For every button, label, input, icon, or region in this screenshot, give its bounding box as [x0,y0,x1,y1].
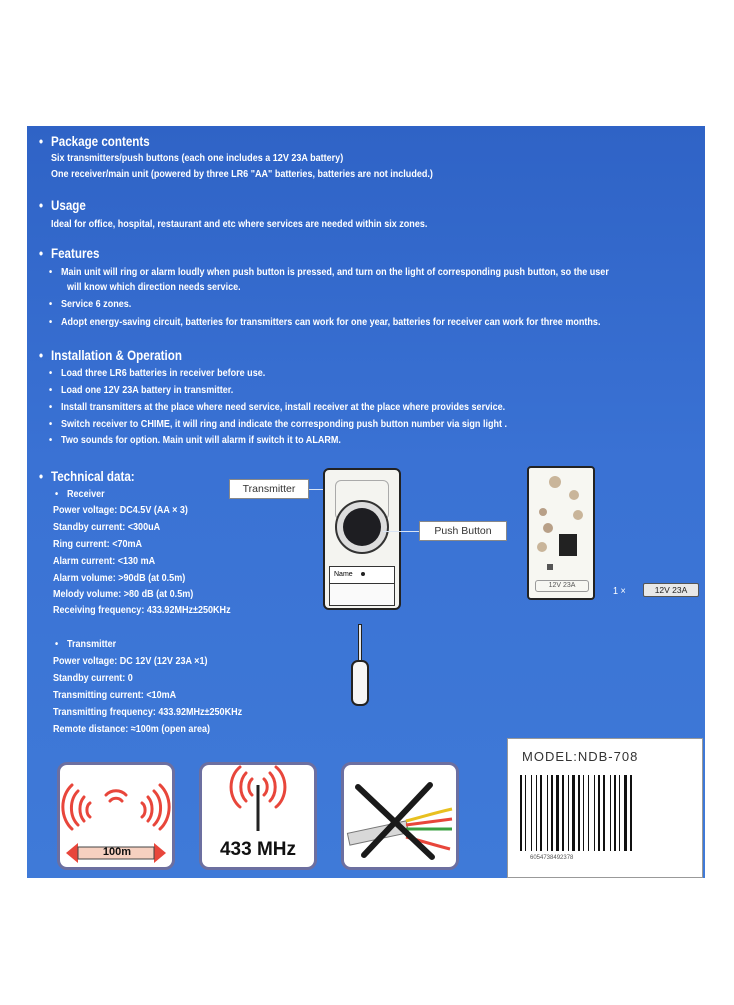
barcode-bar [614,775,616,851]
frequency-icon-tile [199,762,317,870]
installation-line: • Load one 12V 23A battery in transmitter. [61,384,233,396]
barcode-bar [556,775,559,851]
transmitter-device [323,468,401,610]
range-label: 100m [102,846,132,858]
barcode-number: 6054738492378 [530,855,574,861]
component [543,523,553,533]
screwdriver-icon [345,624,375,709]
name-slot [329,566,395,584]
battery-small-label: 12V 23A [535,580,589,592]
barcode-bar [525,775,526,851]
component [569,490,579,500]
barcode-bar [603,775,605,851]
receiver-title: • Receiver [67,488,105,500]
barcode-bar [536,775,537,851]
barcode [520,775,680,851]
receiver-spec: Standby current: <300uA [53,521,161,533]
barcode-bar [588,775,589,851]
package-line: One receiver/main unit (powered by three LR6 "AA" batteries, batteries are not included.) [51,168,433,180]
barcode-bar [562,775,564,851]
range-icon-tile [57,762,175,870]
leader-line [383,531,419,532]
component [573,510,583,520]
barcode-bar [568,775,569,851]
barcode-bar [520,775,522,851]
package-line: Six transmitters/push buttons (each one includes a 12V 23A battery) [51,152,344,164]
installation-line: • Install transmitters at the place where need service, install receiver at the place where provides service. [61,401,505,413]
battery-compartment [527,466,595,600]
installation-line: • Load three LR6 batteries in receiver before use. [61,367,265,379]
barcode-bar [531,775,532,851]
model-label-box [507,738,703,878]
usage-heading: • Usage [51,198,86,213]
barcode-bar [572,775,575,851]
receiver-spec: Alarm volume: >90dB (at 0.5m) [53,572,186,584]
barcode-bar [598,775,600,851]
component [549,476,561,488]
usage-line: Ideal for office, hospital, restaurant and etc where services are needed within six zones. [51,218,428,230]
features-line: • Service 6 zones. [61,298,131,310]
transmitter-spec: Transmitting frequency: 433.92MHz±250KHz [53,706,243,718]
battery-icon: 12V 23A [643,583,699,597]
features-heading: • Features [51,246,99,261]
receiver-spec: Power voltage: DC4.5V (AA × 3) [53,504,188,516]
transmitter-spec: Standby current: 0 [53,672,133,684]
features-line: • Adopt energy-saving circuit, batteries for transmitters can work for one year, batteries for receiver can work for three months. [61,316,600,328]
installation-heading: • Installation & Operation [51,348,182,363]
receiver-spec: Ring current: <70mA [53,538,143,550]
transmitter-spec: Power voltage: DC 12V (12V 23A ×1) [53,655,208,667]
device-base [329,584,395,606]
frequency-label: 433 MHz [219,839,297,860]
battery-count: 1 × [613,585,626,597]
transmitter-label: Transmitter [229,479,309,499]
indicator-dot [361,572,365,576]
installation-line: • Two sounds for option. Main unit will alarm if switch it to ALARM. [61,434,341,446]
receiver-spec: Alarm current: <130 mA [53,555,156,567]
package-back-panel [27,126,705,878]
barcode-bar [624,775,627,851]
no-wire-icon [344,765,456,867]
features-line: • Main unit will ring or alarm loudly when push button is pressed, and turn on the light of corresponding push button, so the user [61,266,609,278]
installation-line: • Switch receiver to CHIME, it will ring and indicate the corresponding push button number via sign light . [61,418,507,430]
transmitter-spec: Transmitting current: <10mA [53,689,177,701]
push-button-label: Push Button [419,521,507,541]
barcode-bar [540,775,542,851]
component [539,508,547,516]
barcode-bar [583,775,584,851]
name-label: Name [334,571,353,578]
technical-heading: • Technical data: [51,469,135,484]
barcode-bar [610,775,611,851]
wireless-icon-tile [341,762,459,870]
transmitter-spec: Remote distance: ≈100m (open area) [53,723,211,735]
barcode-bar [551,775,553,851]
barcode-bar [547,775,548,851]
features-line: will know which direction needs service. [67,281,241,293]
barcode-bar [594,775,595,851]
push-button [343,508,381,546]
component [547,564,553,570]
barcode-bar [630,775,632,851]
receiver-spec: Melody volume: >80 dB (at 0.5m) [53,588,194,600]
package-contents-heading: • Package contents [51,134,150,149]
transmitter-title: • Transmitter [67,638,116,650]
component [537,542,547,552]
model-label: MODEL:NDB-708 [522,749,639,764]
chip-icon [559,534,577,556]
receiver-spec: Receiving frequency: 433.92MHz±250KHz [53,604,231,616]
barcode-bar [619,775,620,851]
barcode-bar [578,775,580,851]
